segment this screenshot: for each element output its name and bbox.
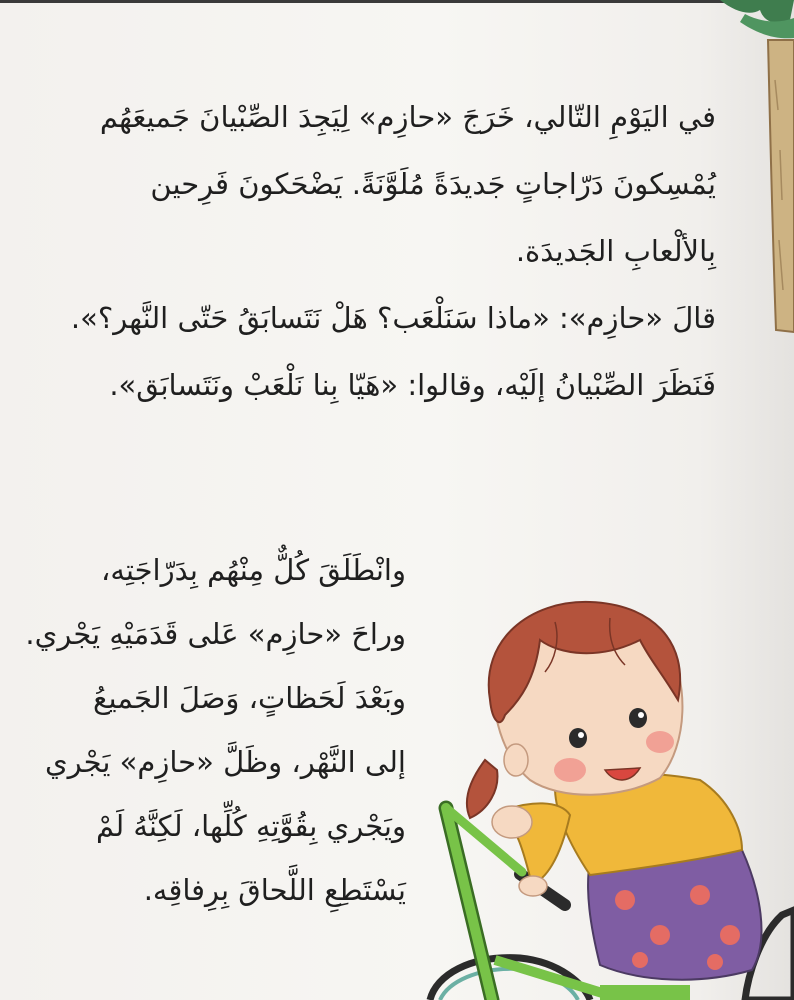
story-line: إلى النَّهْر، وظَلَّ «حازِم» يَجْري (44, 745, 406, 779)
story-line: قالَ «حازِم»: «ماذا سَنَلْعَب؟ هَلْ نَتَسابَقُ حَتّى النَّهر؟». (70, 301, 716, 335)
story-line: وراحَ «حازِم» عَلى قَدَمَيْهِ يَجْري. (25, 617, 406, 651)
story-line: وانْطَلَقَ كُلٌّ مِنْهُم بِدَرّاجَتِه، (100, 553, 406, 587)
story-line: يَسْتَطِعِ اللَّحاقَ بِرِفاقِه. (143, 873, 406, 907)
story-line: ويَجْري بِقُوَّتِهِ كُلِّها، لَكِنَّهُ لَمْ (96, 809, 406, 843)
tree-illustration (720, 0, 794, 332)
story-line: يُمْسِكونَ دَرّاجاتٍ جَديدَةً مُلَوَّنَةً. يَضْحَكونَ فَرِحين (150, 167, 716, 201)
story-line: وبَعْدَ لَحَظاتٍ، وَصَلَ الجَميعُ (93, 681, 406, 715)
story-line: في اليَوْمِ التّالي، خَرَجَ «حازِم» لِيَجِدَ الصِّبْيانَ جَميعَهُم (99, 100, 716, 134)
story-line: فَنَظَرَ الصِّبْيانُ إلَيْه، وقالوا: «هَيّا بِنا نَلْعَبْ ونَتَسابَق». (109, 368, 716, 402)
story-paragraph-bottom (25, 538, 406, 922)
story-paragraph-top (71, 84, 716, 419)
story-line: بِالألْعابِ الجَديدَة. (515, 234, 716, 268)
girl-on-bicycle-illustration (430, 602, 794, 1000)
